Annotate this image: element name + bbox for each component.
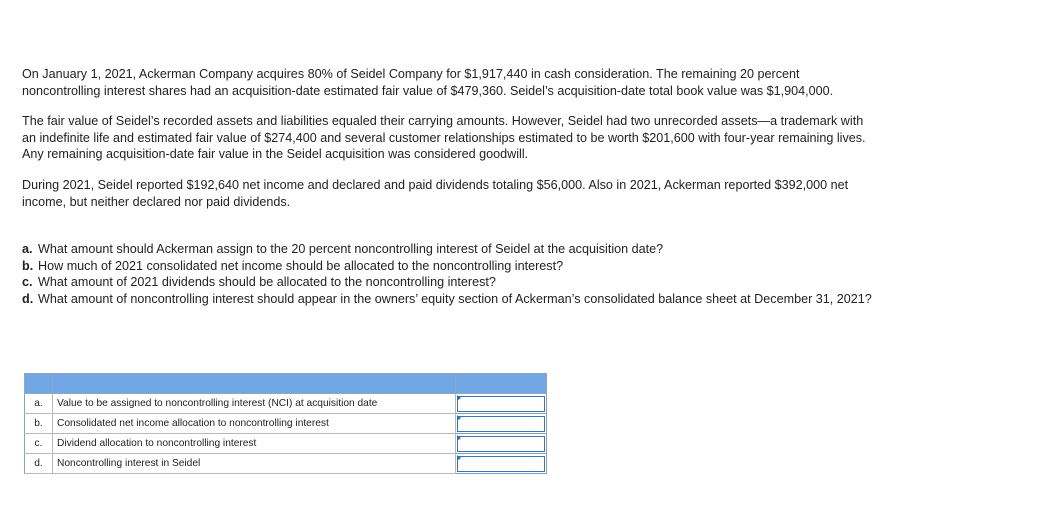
question-c — [22, 274, 872, 291]
row-letter: c. — [25, 434, 53, 454]
question-text: How much of 2021 consolidated net income should be allocated to the noncontrolling interest? — [38, 258, 564, 273]
table-row — [25, 394, 547, 414]
input-marker-icon — [457, 435, 461, 441]
paragraph-fair-value: The fair value of Seidel’s recorded assets and liabilities equaled their carrying amounts. However, Seidel had two unrecorded assets—a trademark with an indefinite life and estimated fair value of $274,400 and several customer relationships estimated to be worth $201,600 with four-year remaining lives. Any remaining acquisition-date fair value in the Seidel acquisition was considered goodwill. — [22, 114, 866, 162]
question-a — [22, 241, 872, 258]
question-text: What amount of 2021 dividends should be allocated to the noncontrolling interest? — [38, 275, 496, 290]
header-cell-answer — [456, 374, 547, 394]
table-row — [25, 454, 547, 474]
header-cell-letter — [25, 374, 53, 394]
question-text: What amount should Ackerman assign to the 20 percent noncontrolling interest of Seidel at the acquisition date? — [38, 242, 664, 257]
question-letter: d. — [22, 291, 34, 306]
row-label: Consolidated net income allocation to noncontrolling interest — [53, 414, 456, 434]
answer-cell — [456, 454, 547, 474]
row-label: Dividend allocation to noncontrolling interest — [53, 434, 456, 454]
question-letter: a. — [22, 242, 33, 257]
row-label: Value to be assigned to noncontrolling interest (NCI) at acquisition date — [53, 394, 456, 414]
question-list — [22, 241, 872, 307]
paragraph-income: During 2021, Seidel reported $192,640 net income and declared and paid dividends totaling $56,000. Also in 2021, Ackerman reported $392,000 net income, but neither declared nor paid dividends. — [22, 177, 849, 209]
answer-table — [24, 373, 547, 474]
row-letter: d. — [25, 454, 53, 474]
paragraph-acquisition: On January 1, 2021, Ackerman Company acquires 80% of Seidel Company for $1,917,440 in cash consideration. The remaining 20 percent noncontrolling interest shares had an acquisition-date estimated fair value of $479,360. Seidel’s acquisition-date total book value was $1,904,000. — [22, 67, 834, 98]
problem-statement — [22, 66, 872, 308]
row-letter: a. — [25, 394, 53, 414]
header-cell-description — [53, 374, 456, 394]
question-letter: b. — [22, 258, 34, 273]
answer-input-c[interactable] — [457, 436, 545, 452]
answer-cell — [456, 414, 547, 434]
question-letter: c. — [22, 275, 33, 290]
row-letter: b. — [25, 414, 53, 434]
answer-table-header — [25, 374, 547, 394]
row-label: Noncontrolling interest in Seidel — [53, 454, 456, 474]
table-row — [25, 434, 547, 454]
question-d — [22, 291, 872, 308]
answer-input-d[interactable] — [457, 456, 545, 472]
answer-cell — [456, 394, 547, 414]
input-marker-icon — [457, 455, 461, 461]
input-marker-icon — [457, 395, 461, 401]
question-text: What amount of noncontrolling interest should appear in the owners’ equity section of Ackerman’s consolidated balance sheet at December 31, 2021? — [38, 291, 872, 306]
answer-input-b[interactable] — [457, 416, 545, 432]
input-marker-icon — [457, 415, 461, 421]
question-b — [22, 258, 872, 275]
answer-input-a[interactable] — [457, 396, 545, 412]
answer-cell — [456, 434, 547, 454]
table-row — [25, 414, 547, 434]
